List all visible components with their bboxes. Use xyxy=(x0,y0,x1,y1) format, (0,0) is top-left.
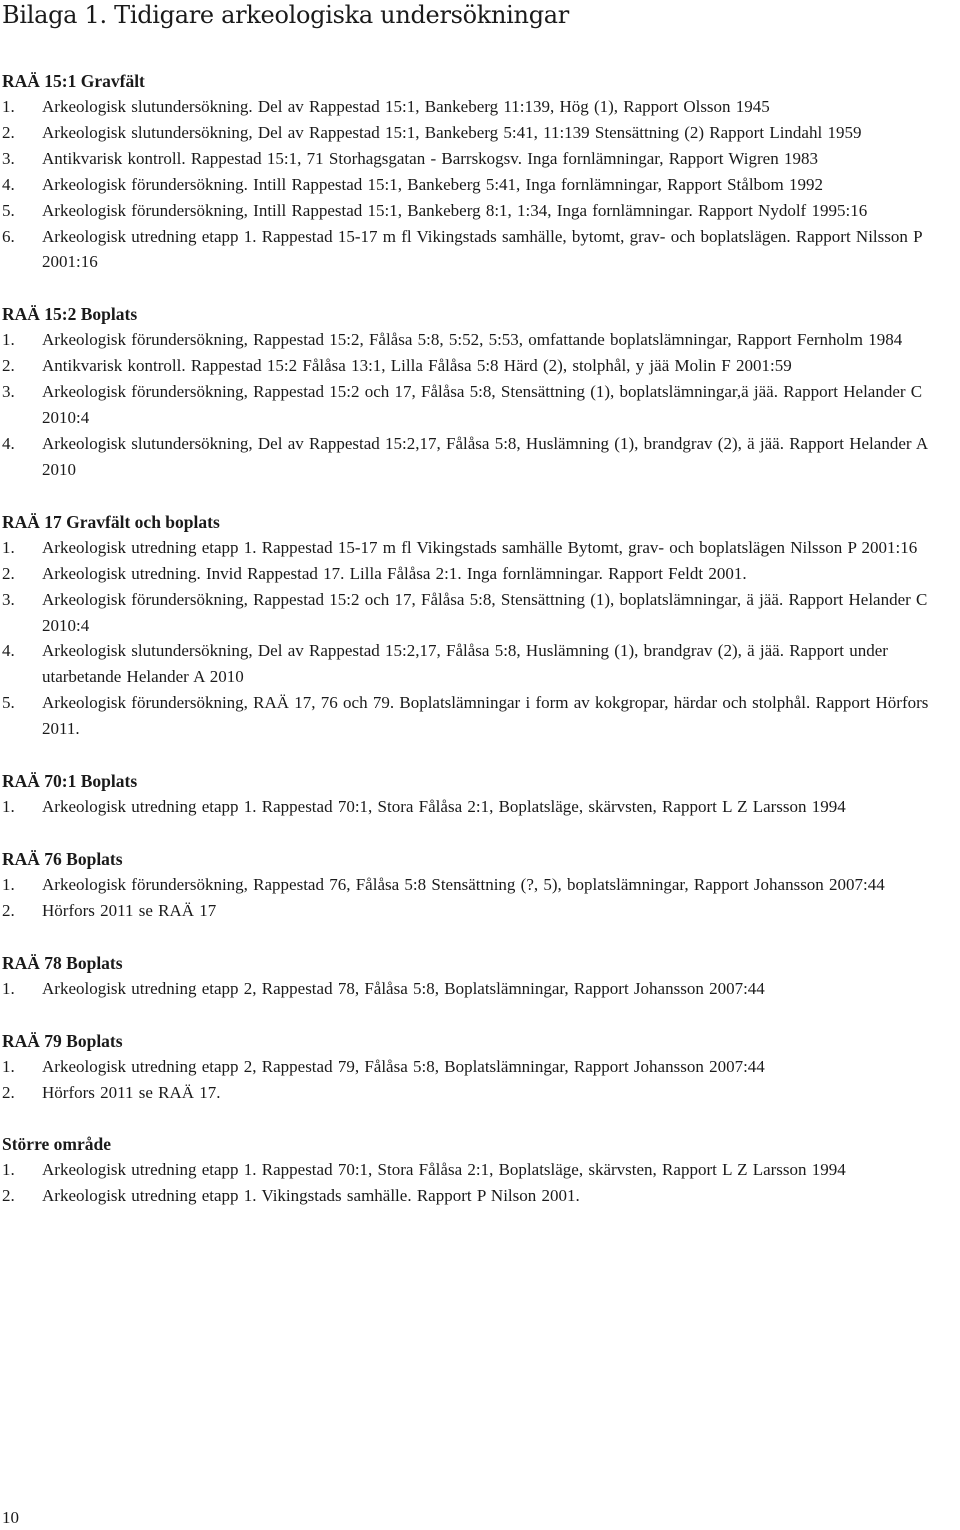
item-text: Arkeologisk slutundersökning, Del av Rappestad 15:2,17, Fålåsa 5:8, Huslämning (1), brandgrav (2), ä jää. Rapport Helander A 2010 xyxy=(42,433,928,479)
item-text: Arkeologisk utredning etapp 2, Rappestad 79, Fålåsa 5:8, Boplatslämningar, Rapport Johansson 2007:44 xyxy=(42,1056,765,1076)
item-text: Arkeologisk utredning etapp 1. Vikingstads samhälle. Rapport P Nilson 2001. xyxy=(42,1186,580,1206)
item-text: Arkeologisk förundersökning. Intill Rappestad 15:1, Bankeberg 5:41, Inga fornlämningar, Rapport Stålbom 1992 xyxy=(42,174,824,194)
item-text: Arkeologisk slutundersökning, Del av Rappestad 15:1, Bankeberg 5:41, 11:139 Stensättning (2) Rapport Lindahl 1959 xyxy=(42,122,862,142)
item-text: Arkeologisk förundersökning, Rappestad 15:2 och 17, Fålåsa 5:8, Stensättning (1), boplatslämningar, ä jää. Rapport Helander C 2010:4 xyxy=(42,589,928,635)
item-text: Arkeologisk förundersökning, Intill Rappestad 15:1, Bankeberg 8:1, 1:34, Inga fornlämningar. Rapport Nydolf 1995:16 xyxy=(42,200,868,220)
list-item xyxy=(2,120,958,146)
item-number: 1. xyxy=(2,1056,15,1076)
list-item xyxy=(2,976,958,1002)
section xyxy=(2,846,958,924)
item-number: 2. xyxy=(2,356,15,376)
item-number: 1. xyxy=(2,97,15,116)
section xyxy=(2,768,958,820)
list-item xyxy=(2,535,958,561)
item-number: 6. xyxy=(2,226,15,246)
item-number: 5. xyxy=(2,200,15,220)
document-page xyxy=(2,0,958,1209)
list-item xyxy=(2,327,958,353)
list-item xyxy=(2,198,958,224)
section-list xyxy=(2,794,958,820)
section-heading: RAÄ 15:1 Gravfält xyxy=(2,71,145,91)
section-list xyxy=(2,1157,958,1209)
section-heading: RAÄ 70:1 Boplats xyxy=(2,771,138,792)
list-item xyxy=(2,898,958,924)
item-text: Antikvarisk kontroll. Rappestad 15:2 Fålåsa 13:1, Lilla Fålåsa 5:8 Härd (2), stolphål, y jää Molin F 2001:59 xyxy=(42,356,792,376)
section-heading: Större område xyxy=(2,1134,112,1155)
list-item xyxy=(2,146,958,172)
list-item xyxy=(2,431,958,483)
section-heading: RAÄ 79 Boplats xyxy=(2,1030,123,1051)
item-text: Hörfors 2011 se RAÄ 17. xyxy=(42,1082,221,1102)
list-item xyxy=(2,1054,958,1080)
item-text: Arkeologisk förundersökning, Rappestad 15:2 och 17, Fålåsa 5:8, Stensättning (1), boplatslämningar,ä jää. Rapport Helander C 2010:4 xyxy=(42,382,923,428)
list-item xyxy=(2,561,958,587)
section-list xyxy=(2,327,958,482)
list-item xyxy=(2,1183,958,1209)
item-number: 1. xyxy=(2,330,15,350)
section-heading: RAÄ 78 Boplats xyxy=(2,952,123,973)
page-number: 10 xyxy=(2,1508,19,1527)
item-text: Arkeologisk slutundersökning. Del av Rappestad 15:1, Bankeberg 11:139, Hög (1), Rapport Olsson 1945 xyxy=(42,97,770,116)
list-item xyxy=(2,1080,958,1106)
item-number: 3. xyxy=(2,148,15,168)
item-number: 4. xyxy=(2,174,15,194)
item-number: 2. xyxy=(2,900,15,920)
list-item xyxy=(2,94,958,120)
item-text: Arkeologisk förundersökning, Rappestad 15:2, Fålåsa 5:8, 5:52, 5:53, omfattande boplatslämningar, Rapport Fernholm 1984 xyxy=(42,330,903,350)
item-text: Arkeologisk utredning etapp 1. Rappestad 70:1, Stora Fålåsa 2:1, Boplatsläge, skärvsten, Rapport L Z Larsson 1994 xyxy=(42,797,846,817)
item-number: 3. xyxy=(2,382,15,402)
item-number: 4. xyxy=(2,641,15,661)
section-list xyxy=(2,94,958,275)
section xyxy=(2,950,958,1002)
item-text: Arkeologisk utredning etapp 1. Rappestad 15-17 m fl Vikingstads samhälle Bytomt, grav- och boplatslägen Nilsson P 2001:16 xyxy=(42,537,918,557)
item-text: Arkeologisk förundersökning, Rappestad 76, Fålåsa 5:8 Stensättning (?, 5), boplatslämningar, Rapport Johansson 2007:44 xyxy=(42,874,885,894)
section-list xyxy=(2,872,958,924)
section xyxy=(2,1028,958,1106)
list-item xyxy=(2,1157,958,1183)
item-number: 2. xyxy=(2,563,15,583)
list-item xyxy=(2,638,958,690)
item-text: Antikvarisk kontroll. Rappestad 15:1, 71 Storhagsgatan - Barrskogsv. Inga fornlämningar, Rapport Wigren 1983 xyxy=(42,148,818,168)
list-item xyxy=(2,379,958,431)
list-item xyxy=(2,872,958,898)
section-heading: RAÄ 17 Gravfält och boplats xyxy=(2,511,220,532)
list-item xyxy=(2,353,958,379)
section-list xyxy=(2,1054,958,1106)
section-heading: RAÄ 76 Boplats xyxy=(2,848,123,869)
item-number: 5. xyxy=(2,693,15,713)
item-number: 1. xyxy=(2,1160,15,1180)
section xyxy=(2,509,958,742)
item-text: Arkeologisk utredning etapp 2, Rappestad 78, Fålåsa 5:8, Boplatslämningar, Rapport Johansson 2007:44 xyxy=(42,978,765,998)
item-number: 3. xyxy=(2,589,15,609)
item-number: 1. xyxy=(2,797,15,817)
item-number: 1. xyxy=(2,874,15,894)
item-number: 2. xyxy=(2,122,15,142)
item-text: Arkeologisk utredning etapp 1. Rappestad 70:1, Stora Fålåsa 2:1, Boplatsläge, skärvsten, Rapport L Z Larsson 1994 xyxy=(42,1160,846,1180)
list-item xyxy=(2,224,958,276)
section xyxy=(2,68,958,275)
sections-container xyxy=(2,68,958,1209)
section xyxy=(2,301,958,482)
list-item xyxy=(2,690,958,742)
list-item xyxy=(2,587,958,639)
list-item xyxy=(2,172,958,198)
item-text: Hörfors 2011 se RAÄ 17 xyxy=(42,900,217,920)
list-item xyxy=(2,794,958,820)
item-text: Arkeologisk slutundersökning, Del av Rappestad 15:2,17, Fålåsa 5:8, Huslämning (1), brandgrav (2), ä jää. Rapport under utarbetande Helander A 2010 xyxy=(42,641,888,687)
section xyxy=(2,1131,958,1209)
section-heading: RAÄ 15:2 Boplats xyxy=(2,304,138,325)
item-text: Arkeologisk utredning etapp 1. Rappestad 15-17 m fl Vikingstads samhälle, bytomt, grav- och boplatslägen. Rapport Nilsson P 2001:16 xyxy=(42,226,922,272)
item-text: Arkeologisk förundersökning, RAÄ 17, 76 och 79. Boplatslämningar i form av kokgropar, härdar och stolphål. Rapport Hörfors 2011. xyxy=(42,693,929,739)
item-number: 1. xyxy=(2,978,15,998)
page-title: Bilaga 1. Tidigare arkeologiska undersökningar xyxy=(2,1,569,29)
section-list xyxy=(2,976,958,1002)
section-list xyxy=(2,535,958,742)
item-text: Arkeologisk utredning. Invid Rappestad 17. Lilla Fålåsa 2:1. Inga fornlämningar. Rapport Feldt 2001. xyxy=(42,563,747,583)
item-number: 1. xyxy=(2,537,15,557)
item-number: 4. xyxy=(2,433,15,453)
item-number: 2. xyxy=(2,1186,15,1206)
item-number: 2. xyxy=(2,1082,15,1102)
